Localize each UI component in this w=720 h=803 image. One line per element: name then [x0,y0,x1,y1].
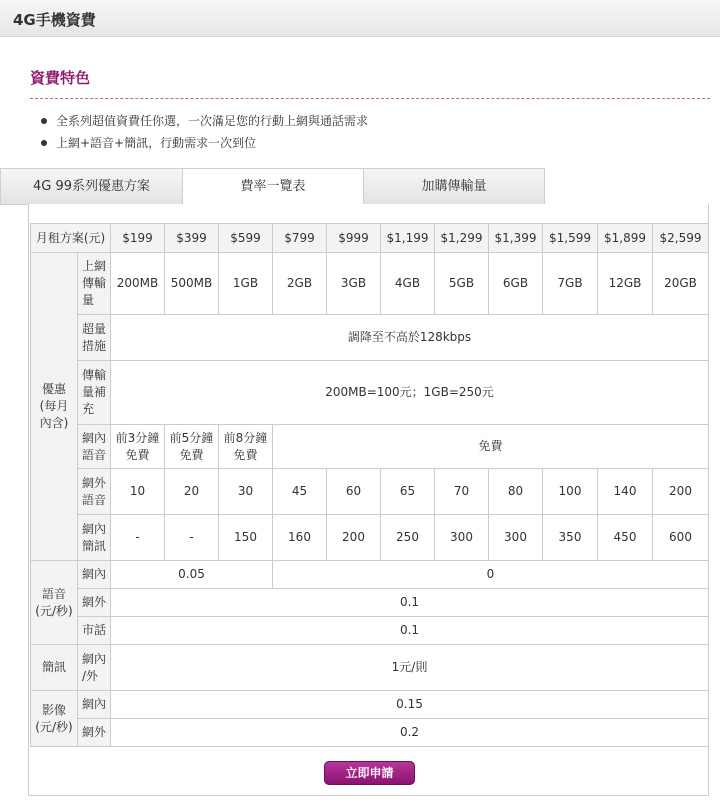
plan-price: $199 [111,224,165,253]
tab-rate-table[interactable]: 費率一覽表 [182,168,364,205]
voice-landline-value: 0.1 [111,617,709,645]
plan-price: $1,599 [543,224,598,253]
plan-price: $1,299 [435,224,489,253]
table-row [31,253,709,315]
table-row [31,425,709,469]
onnet-sms-value: 300 [489,515,543,561]
offnet-voice-value: 60 [327,469,381,515]
voice-onnet-low: 0.05 [111,561,273,589]
table-row [31,617,709,645]
plan-price: $1,199 [381,224,435,253]
apply-now-button[interactable]: 立即申請 [324,761,415,785]
offnet-voice-value: 10 [111,469,165,515]
offnet-voice-value: 80 [489,469,543,515]
topup-label: 傳輸 量補 充 [78,361,111,425]
video-group-label: 影像 (元/秒) [31,691,78,747]
voice-onnet-label: 網內 [78,561,111,589]
sms-value: 1元/則 [111,645,709,691]
feature-item: 全系列超值資費任你選，一次滿足您的行動上網與通話需求 [40,110,368,132]
video-offnet-label: 網外 [78,719,111,747]
sms-group-label: 簡訊 [31,645,78,691]
onnet-sms-value: 350 [543,515,598,561]
data-allowance-value: 6GB [489,253,543,315]
video-offnet-value: 0.2 [111,719,709,747]
table-row [31,589,709,617]
tab-4g-99-plans[interactable]: 4G 99系列優惠方案 [0,168,183,205]
onnet-voice-value: 前3分鐘 免費 [111,425,165,469]
onnet-sms-value: 150 [219,515,273,561]
data-allowance-value: 5GB [435,253,489,315]
onnet-sms-value: 600 [653,515,709,561]
feature-item: 上網+語音+簡訊，行動需求一次到位 [40,132,368,154]
sms-label: 網內 /外 [78,645,111,691]
rate-table [30,223,709,747]
onnet-voice-label: 網內 語音 [78,425,111,469]
offnet-voice-value: 200 [653,469,709,515]
plan-price: $2,599 [653,224,709,253]
data-allowance-value: 2GB [273,253,327,315]
tab-add-on-data[interactable]: 加購傳輸量 [363,168,545,205]
data-allowance-value: 4GB [381,253,435,315]
table-row [31,515,709,561]
overage-value: 調降至不高於128kbps [111,315,709,361]
table-row [31,645,709,691]
voice-onnet-high: 0 [273,561,709,589]
onnet-sms-value: 300 [435,515,489,561]
onnet-sms-label: 網內 簡訊 [78,515,111,561]
page-header [0,0,720,37]
table-row [31,691,709,719]
topup-value: 200MB=100元；1GB=250元 [111,361,709,425]
offnet-voice-value: 100 [543,469,598,515]
data-allowance-value: 1GB [219,253,273,315]
data-allowance-value: 3GB [327,253,381,315]
table-row [31,561,709,589]
onnet-sms-value: - [111,515,165,561]
section-title: 資費特色 [30,69,91,87]
offnet-voice-value: 20 [165,469,219,515]
onnet-sms-value: 450 [598,515,653,561]
offnet-voice-value: 140 [598,469,653,515]
video-onnet-label: 網內 [78,691,111,719]
table-row [31,469,709,515]
voice-offnet-value: 0.1 [111,589,709,617]
data-allowance-label: 上網 傳輸 量 [78,253,111,315]
tab-bar [0,168,720,205]
onnet-voice-free: 免費 [273,425,709,469]
overage-label: 超量 措施 [78,315,111,361]
data-allowance-value: 12GB [598,253,653,315]
plan-price: $599 [219,224,273,253]
offnet-voice-value: 30 [219,469,273,515]
plan-price: $799 [273,224,327,253]
onnet-sms-value: 200 [327,515,381,561]
onnet-sms-value: 250 [381,515,435,561]
benefit-group-label: 優惠 (每月 內含) [31,253,78,561]
plan-price: $1,899 [598,224,653,253]
offnet-voice-label: 網外 語音 [78,469,111,515]
table-header-row [31,224,709,253]
offnet-voice-value: 70 [435,469,489,515]
data-allowance-value: 500MB [165,253,219,315]
table-row [31,315,709,361]
plan-price: $1,399 [489,224,543,253]
offnet-voice-value: 45 [273,469,327,515]
voice-landline-label: 市話 [78,617,111,645]
table-row [31,719,709,747]
plan-price: $999 [327,224,381,253]
voice-offnet-label: 網外 [78,589,111,617]
offnet-voice-value: 65 [381,469,435,515]
onnet-sms-value: - [165,515,219,561]
page-title: 4G手機資費 [13,11,96,29]
onnet-sms-value: 160 [273,515,327,561]
data-allowance-value: 200MB [111,253,165,315]
onnet-voice-value: 前5分鐘 免費 [165,425,219,469]
data-allowance-value: 7GB [543,253,598,315]
video-onnet-value: 0.15 [111,691,709,719]
plan-header-label: 月租方案(元) [31,224,111,253]
feature-list [40,110,368,154]
onnet-voice-value: 前8分鐘 免費 [219,425,273,469]
dotted-divider [30,98,710,99]
table-row [31,361,709,425]
data-allowance-value: 20GB [653,253,709,315]
voice-group-label: 語音 (元/秒) [31,561,78,645]
plan-price: $399 [165,224,219,253]
